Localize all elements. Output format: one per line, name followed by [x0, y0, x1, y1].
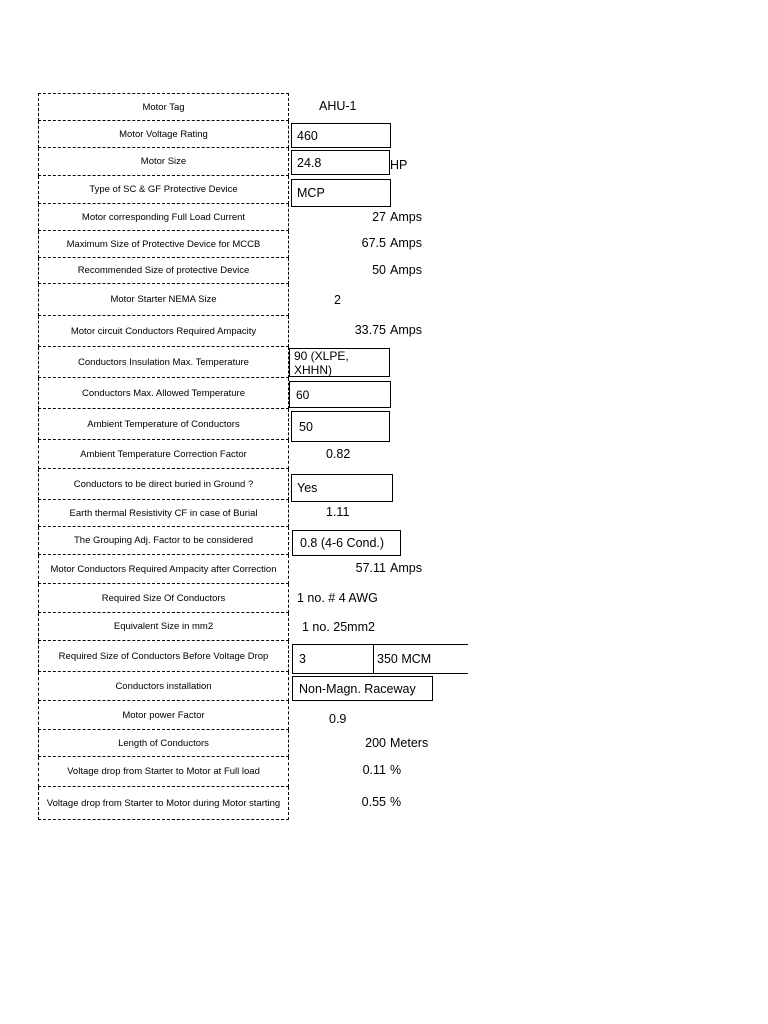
- value-required-conductor-size: 1 no. # 4 AWG: [297, 591, 378, 605]
- input-motor-size[interactable]: 24.8: [291, 150, 390, 175]
- unit-motor-size: HP: [390, 158, 408, 172]
- label-conductors-installation: Conductors installation: [38, 672, 289, 701]
- value-recommended-protective-device: 50: [372, 263, 386, 277]
- label-voltage-drop-starting: Voltage drop from Starter to Motor during Motor starting: [38, 787, 289, 820]
- value-earth-thermal-resistivity: 1.11: [326, 505, 350, 519]
- label-conductor-length: Length of Conductors: [38, 730, 289, 757]
- input-grouping-factor[interactable]: 0.8 (4-6 Cond.): [292, 530, 401, 556]
- value-required-ampacity: 33.75: [354, 323, 386, 337]
- value-equivalent-size-mm2: 1 no. 25mm2: [302, 620, 375, 634]
- label-required-ampacity: Motor circuit Conductors Required Ampacity: [38, 316, 289, 347]
- label-protective-device-type: Type of SC & GF Protective Device: [38, 176, 289, 204]
- value-motor-power-factor: 0.9: [329, 712, 347, 726]
- unit-voltage-drop-starting: %: [390, 795, 402, 809]
- input-protective-device-type[interactable]: MCP: [291, 179, 391, 207]
- input-ambient-temp[interactable]: 50: [291, 411, 390, 442]
- value-conductor-size-mcm: 350 MCM: [373, 644, 468, 674]
- unit-ampacity-after-correction: Amps: [390, 561, 422, 575]
- unit-conductor-length: Meters: [390, 736, 429, 750]
- label-required-conductor-size: Required Size Of Conductors: [38, 584, 289, 613]
- value-max-protective-device: 67.5: [361, 236, 386, 250]
- label-motor-tag: Motor Tag: [38, 93, 289, 121]
- label-ampacity-after-correction: Motor Conductors Required Ampacity after Correction: [38, 555, 289, 584]
- label-motor-power-factor: Motor power Factor: [38, 701, 289, 730]
- input-size-before-voltage-drop[interactable]: 3: [292, 644, 374, 674]
- label-max-allowed-temp: Conductors Max. Allowed Temperature: [38, 378, 289, 409]
- label-grouping-factor: The Grouping Adj. Factor to be considered: [38, 527, 289, 555]
- unit-voltage-drop-full-load: %: [390, 763, 402, 777]
- label-nema-size: Motor Starter NEMA Size: [38, 284, 289, 316]
- value-ambient-correction-factor: 0.82: [326, 447, 351, 461]
- unit-recommended-protective-device: Amps: [390, 263, 422, 277]
- input-insulation-max-temp[interactable]: 90 (XLPE, XHHN): [289, 348, 390, 377]
- value-voltage-drop-starting: 0.55: [361, 795, 386, 809]
- label-max-protective-device: Maximum Size of Protective Device for MCCB: [38, 231, 289, 258]
- unit-full-load-current: Amps: [390, 210, 422, 224]
- input-motor-voltage-rating[interactable]: 460: [291, 123, 391, 148]
- label-voltage-drop-full-load: Voltage drop from Starter to Motor at Full load: [38, 757, 289, 787]
- label-motor-size: Motor Size: [38, 148, 289, 176]
- label-motor-voltage-rating: Motor Voltage Rating: [38, 121, 289, 148]
- label-direct-buried: Conductors to be direct buried in Ground ?: [38, 469, 289, 500]
- label-earth-thermal-resistivity: Earth thermal Resistivity CF in case of Burial: [38, 500, 289, 527]
- unit-required-ampacity: Amps: [390, 323, 422, 337]
- label-equivalent-size-mm2: Equivalent Size in mm2: [38, 613, 289, 641]
- label-insulation-max-temp: Conductors Insulation Max. Temperature: [38, 347, 289, 378]
- input-conductors-installation[interactable]: Non-Magn. Raceway: [292, 676, 433, 701]
- value-voltage-drop-full-load: 0.11: [362, 763, 386, 777]
- label-full-load-current: Motor corresponding Full Load Current: [38, 204, 289, 231]
- label-ambient-temp: Ambient Temperature of Conductors: [38, 409, 289, 440]
- value-ampacity-after-correction: 57.11: [355, 561, 386, 575]
- value-motor-tag: AHU-1: [319, 99, 357, 113]
- value-conductor-length: 200: [365, 736, 386, 750]
- input-max-allowed-temp[interactable]: 60: [289, 381, 391, 408]
- value-full-load-current: 27: [372, 210, 386, 224]
- label-ambient-correction-factor: Ambient Temperature Correction Factor: [38, 440, 289, 469]
- label-recommended-protective-device: Recommended Size of protective Device: [38, 258, 289, 284]
- label-size-before-voltage-drop: Required Size of Conductors Before Voltage Drop: [38, 641, 289, 672]
- input-direct-buried[interactable]: Yes: [291, 474, 393, 502]
- value-nema-size: 2: [334, 293, 341, 307]
- unit-max-protective-device: Amps: [390, 236, 422, 250]
